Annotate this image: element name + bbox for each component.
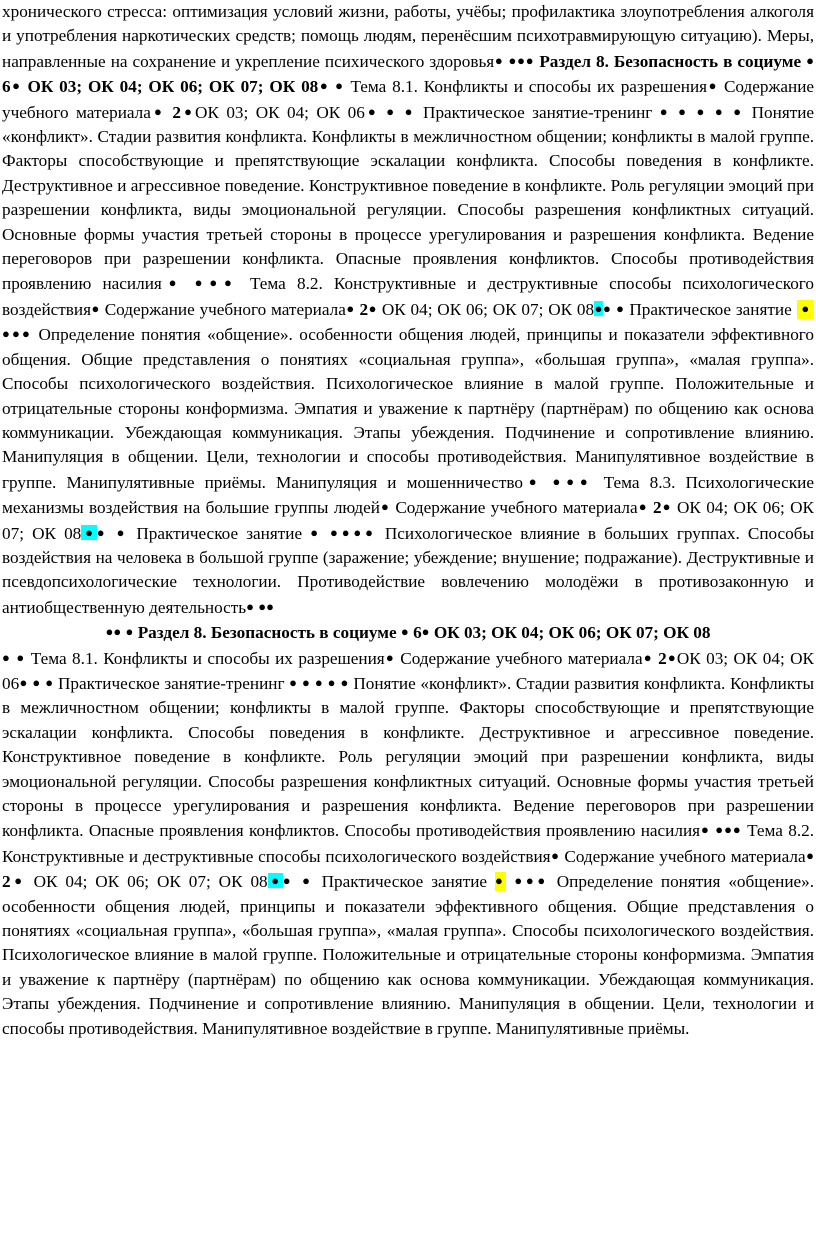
bullet-dot: ● bbox=[522, 473, 543, 489]
bullet-dot: ● bbox=[330, 524, 342, 540]
topic2-hours: 2 bbox=[2, 872, 11, 892]
bullet-dot: ● bbox=[724, 822, 733, 838]
bullet-dot: ● bbox=[19, 674, 28, 690]
bullet-dot: ● bbox=[314, 674, 324, 690]
bullet-dot: ● bbox=[384, 649, 395, 665]
practice-label: Практическое занятие bbox=[629, 299, 792, 319]
bullet-dot: ● bbox=[161, 275, 184, 291]
bullet-dot: ● bbox=[45, 674, 54, 690]
bullet-dot: ● bbox=[209, 275, 225, 291]
bullet-dot: ● bbox=[150, 103, 165, 119]
bullet-dot: ● bbox=[96, 524, 109, 540]
practice-training-label: Практическое занятие-тренинг bbox=[58, 673, 285, 693]
topic2-title: Тема 8.2. Конструктивные и деструктивные способы психологического воздействия bbox=[2, 274, 814, 319]
topic2-competencies: ОК 04; ОК 06; ОК 07; ОК 08 bbox=[33, 872, 268, 892]
topic2-body: Определение понятия «общение». особенности общения людей, принципы и показатели эффективного общения. Общие представления о понятиях «социальная группа», «большая группа», «малая группа». Способы психологического воздействия. Психологическое влияние в малой группе. Положительные и отрицательные стороны конформизма. Эмпатия и уважение к партнёру (партнёрам) по общению как основа коммуникации. Убеждающая коммуникация. Этапы убеждения. Подчинение и сопротивление влиянию. Манипуляция в общении. Цели, технологии и способы противодействия. Манипулятивное воздействие в группе. Манипулятивные приёмы. Манипуляция и мошенничество bbox=[2, 325, 815, 492]
bullet-dot: ● bbox=[806, 52, 815, 68]
section-heading: Раздел 8. Безопасность в социуме bbox=[137, 623, 397, 643]
bullet-dot: ● bbox=[379, 499, 390, 515]
bullet-dot: ● bbox=[2, 326, 13, 342]
bullet-dot: ● bbox=[659, 103, 671, 119]
highlighted-bullet-dot: ● bbox=[594, 300, 603, 316]
bullet-dot: ● bbox=[340, 674, 349, 690]
content-label: Содержание учебного материала bbox=[400, 648, 643, 668]
bullet-dot: ● bbox=[318, 78, 330, 94]
bullet-dot: ● bbox=[552, 473, 567, 489]
bullet-dot: ● bbox=[666, 649, 677, 665]
intro-text: хронического стресса: оптимизация условий жизни, работы, учёбы; профилактика злоупотребления алкоголя и употребления наркотических средств; помощь людям, перенёсшим психотравмирующую ситуацию). Меры, направленные на сохранение и укрепление психического здоровья bbox=[2, 2, 814, 71]
bullet-dot: ● bbox=[508, 52, 518, 68]
section-hours: 6 bbox=[413, 623, 422, 643]
bullet-dot: ● bbox=[266, 598, 274, 614]
topic3-hours: 2 bbox=[653, 498, 662, 518]
content-label: Содержание учебного материала bbox=[104, 299, 346, 319]
bullet-dot: ● bbox=[22, 326, 33, 342]
content-label: Содержание учебного материала bbox=[2, 77, 815, 122]
bullet-dot: ● bbox=[224, 275, 239, 291]
bullet-dot: ● bbox=[289, 674, 298, 690]
topic1-body: Понятие «конфликт». Стадии развития конфликта. Конфликты в межличностном общении; конфликты в малой группе. Факторы способствующие и препятствующие эскалации конфликта. Способы поведения в конфликте. Деструктивное и агрессивное поведение. Конструктивное поведение в конфликте. Роль регуляции эмоций при разрешении конфликта, виды эмоциональной регуляции. Способы разрешения конфликтных ситуаций. Основные формы участия третьей стороны в процессе урегулирования и разрешения конфликта. Ведение переговоров при разрешении конфликта. Опасные проявления конфликтов. Способы противодействия проявлению насилия bbox=[2, 673, 815, 841]
bullet-dot: ● bbox=[180, 103, 196, 119]
content-label: Содержание учебного материала bbox=[395, 498, 638, 518]
bullet-dot: ● bbox=[661, 499, 672, 515]
topic3-body: Психологическое влияние в больших группах. Способы воздействия на человека в большой группе (заражение; убеждение; внушение; подражание). Деструктивные и псевдопсихологические технологии. Противодействие вовлечению молодёжи в противозаконную и антиобщественную деятельность bbox=[2, 523, 815, 617]
bullet-dot: ● bbox=[341, 524, 354, 540]
bullet-dot: ● bbox=[566, 473, 580, 489]
practice-training-label: Практическое занятие-тренинг bbox=[423, 102, 653, 122]
bullet-dot: ● bbox=[32, 674, 41, 690]
bullet-dot: ● bbox=[696, 103, 708, 119]
bullet-dot: ● bbox=[345, 300, 355, 316]
bullet-dot: ● bbox=[2, 649, 11, 665]
bullet-dot: ● bbox=[494, 873, 507, 889]
topic3-competencies: ОК 04; ОК 06; ОК 07; ОК 08 bbox=[2, 498, 814, 543]
topic2-title: Тема 8.2. Конструктивные и деструктивные способы психологического воздействия bbox=[2, 821, 815, 866]
bullet-dot: ● bbox=[91, 300, 100, 316]
bullet-dot: ● bbox=[335, 78, 345, 94]
topic1-title: Тема 8.1. Конфликты и способы их разрешения bbox=[350, 77, 708, 97]
bullet-dot: ● bbox=[105, 624, 114, 640]
bullet-dot: ● bbox=[700, 822, 710, 838]
topic1-competencies: ОК 03; ОК 04; ОК 06 bbox=[2, 648, 815, 693]
bullet-dot: ● bbox=[386, 103, 398, 119]
bullet-dot: ● bbox=[368, 300, 378, 316]
section-heading-line bbox=[2, 620, 814, 645]
highlighted-bullet-dot: ● bbox=[267, 873, 283, 889]
bullet-dot: ● bbox=[12, 326, 23, 342]
bullet-dot: ● bbox=[801, 300, 810, 316]
practice-label: Практическое занятие bbox=[136, 523, 303, 543]
bullet-dot: ● bbox=[678, 103, 690, 119]
bullet-dot: ● bbox=[707, 78, 719, 94]
bullet-dot: ● bbox=[353, 524, 366, 540]
repeat-topic2-body: Определение понятия «общение». особенности общения людей, принципы и показатели эффективного общения. Общие представления о понятиях «социальная группа», «большая группа», «малая группа». Способы психологического воздействия. Психологическое влияние в малой группе. Положительные и отрицательные стороны конформизма. Эмпатия и уважение к партнёру (партнёрам) по общению как основа коммуникации. Убеждающая коммуникация. Этапы убеждения. Подчинение и сопротивление влиянию. Манипуляция в общении. Цели, технологии и способы противодействия. Манипулятивное воздействие в группе. Манипулятивные приёмы. bbox=[2, 872, 815, 1038]
bullet-dot: ● bbox=[517, 52, 526, 68]
paragraph-block-1 bbox=[2, 0, 814, 620]
bullet-dot: ● bbox=[602, 300, 612, 316]
bullet-dot: ● bbox=[364, 103, 379, 119]
topic1-hours: 2 bbox=[172, 102, 181, 122]
bullet-dot: ● bbox=[494, 52, 504, 68]
bullet-dot: ● bbox=[616, 300, 625, 316]
bullet-dot: ● bbox=[113, 624, 122, 640]
bullet-dot: ● bbox=[642, 649, 653, 665]
bullet-dot: ● bbox=[246, 598, 254, 614]
bullet-dot: ● bbox=[525, 873, 538, 889]
bullet-dot: ● bbox=[637, 499, 648, 515]
bullet-dot: ● bbox=[421, 624, 430, 640]
bullet-dot: ● bbox=[404, 103, 416, 119]
section-competencies: ОК 03; ОК 04; ОК 06; ОК 07; ОК 08 bbox=[433, 623, 711, 643]
bullet-dot: ● bbox=[310, 524, 322, 540]
section-hours: 6 bbox=[2, 77, 11, 97]
bullet-dot: ● bbox=[125, 624, 134, 640]
bullet-dot: ● bbox=[733, 103, 745, 119]
practice-label: Практическое занятие bbox=[321, 872, 488, 892]
topic1-title: Тема 8.1. Конфликты и способы их разрешения bbox=[30, 648, 385, 668]
bullet-dot: ● bbox=[302, 873, 314, 889]
bullet-dot: ● bbox=[537, 873, 549, 889]
bullet-dot: ● bbox=[525, 52, 535, 68]
bullet-dot: ● bbox=[805, 847, 814, 863]
bullet-dot: ● bbox=[10, 78, 22, 94]
bullet-dot: ● bbox=[732, 822, 742, 838]
bullet-dot: ● bbox=[579, 473, 594, 489]
bullet-dot: ● bbox=[258, 598, 267, 614]
highlighted-bullet-dot: ● bbox=[81, 524, 97, 540]
bullet-dot: ● bbox=[194, 275, 210, 291]
bullet-dot: ● bbox=[714, 103, 726, 119]
topic3-title: Тема 8.3. Психологические механизмы воздействия на большие группы людей bbox=[2, 472, 814, 518]
highlighted-bullet bbox=[797, 300, 814, 319]
bullet-dot: ● bbox=[327, 674, 336, 690]
bullet-dot: ● bbox=[10, 873, 26, 889]
bullet-dot: ● bbox=[365, 524, 377, 540]
paragraph-block-2 bbox=[2, 646, 814, 1042]
topic1-competencies: ОК 03; ОК 04; ОК 06 bbox=[195, 102, 365, 122]
topic2-competencies: ОК 04; ОК 06; ОК 07; ОК 08 bbox=[381, 299, 595, 319]
highlighted-bullet bbox=[495, 872, 506, 891]
bullet-dot: ● bbox=[514, 873, 526, 889]
bullet-dot: ● bbox=[302, 674, 311, 690]
topic1-hours: 2 bbox=[658, 648, 667, 668]
bullet-dot: ● bbox=[400, 624, 409, 640]
content-label: Содержание учебного материала bbox=[564, 846, 806, 866]
section-heading: Раздел 8. Безопасность в социуме bbox=[539, 51, 802, 71]
bullet-dot: ● bbox=[715, 822, 725, 838]
topic2-hours: 2 bbox=[359, 299, 369, 319]
topic1-body: Понятие «конфликт». Стадии развития конфликта. Конфликты в межличностном общении; конфликты в малой группе. Факторы способствующие и препятствующие эскалации конфликта. Способы поведения в конфликте. Деструктивное и агрессивное поведение. Конструктивное поведение в конфликте. Роль регуляции эмоций при разрешении конфликта, виды эмоциональной регуляции. Способы разрешения конфликтных ситуаций. Основные формы участия третьей стороны в процессе урегулирования и разрешения конфликта. Ведение переговоров при разрешении конфликта. Опасные проявления конфликтов. Способы противодействия проявлению насилия bbox=[2, 102, 815, 294]
section-competencies: ОК 03; ОК 04; ОК 06; ОК 07; ОК 08 bbox=[27, 77, 319, 97]
bullet-dot: ● bbox=[550, 847, 560, 863]
bullet-dot: ● bbox=[282, 873, 295, 889]
bullet-dot: ● bbox=[16, 649, 26, 665]
bullet-dot: ● bbox=[116, 524, 129, 540]
